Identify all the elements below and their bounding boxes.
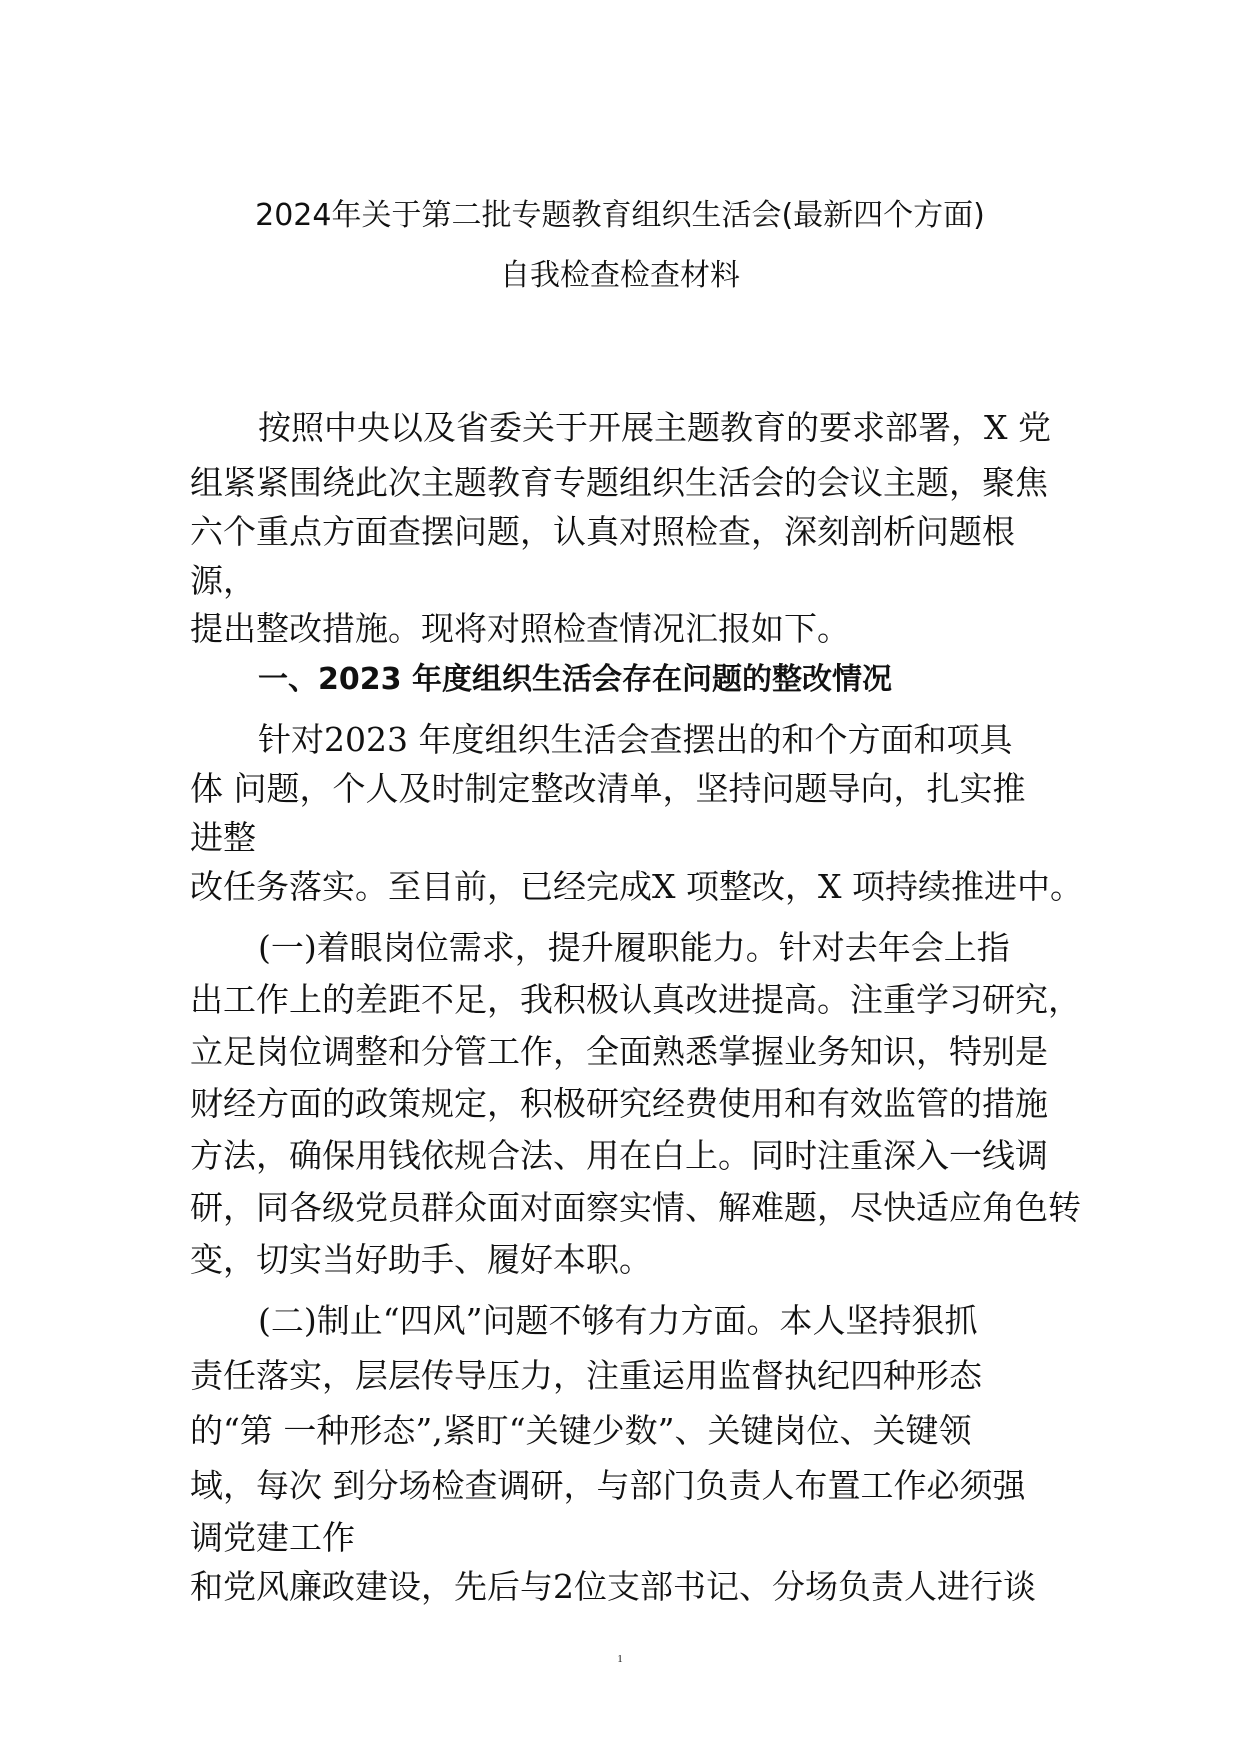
- item-line: 和党风廉政建设，先后与2位支部书记、分场负责人进行谈: [190, 1567, 1036, 1606]
- item-line: (一)着眼岗位需求，提升履职能力。针对去年会上指: [258, 928, 1010, 967]
- intro-line: 六个重点方面查摆问题，认真对照检查，深刻剖析问题根: [190, 512, 1015, 551]
- paragraph-line: 体 问题，个人及时制定整改清单，坚持问题导向，扎实推: [190, 769, 1026, 808]
- item-line: 出工作上的差距不足，我积极认真改进提高。注重学习研究，: [190, 980, 1081, 1019]
- section-heading: 一、2023 年度组织生活会存在问题的整改情况: [258, 662, 892, 697]
- item-line: 变，切实当好助手、履好本职。: [190, 1240, 652, 1279]
- page-number: 1: [617, 1653, 623, 1665]
- item-line: 立足岗位调整和分管工作，全面熟悉掌握业务知识，特别是: [190, 1032, 1048, 1071]
- item-line: (二)制止“四风”问题不够有力方面。本人坚持狠抓: [258, 1301, 978, 1340]
- item-line: 研，同各级党员群众面对面察实情、解难题，尽快适应角色转: [190, 1188, 1081, 1227]
- intro-line: 提出整改措施。现将对照检查情况汇报如下。: [190, 609, 850, 648]
- document-title-line-1: 2024年关于第二批专题教育组织生活会(最新四个方面): [255, 198, 985, 233]
- item-line: 的“第 一种形态”,紧盯“关键少数”、关键岗位、关键领: [190, 1411, 972, 1450]
- item-line: 责任落实，层层传导压力，注重运用监督执纪四种形态: [190, 1356, 982, 1395]
- intro-line: 按照中央以及省委关于开展主题教育的要求部署，X 党: [258, 408, 1051, 447]
- paragraph-line: 进整: [190, 818, 256, 857]
- intro-line: 源，: [190, 561, 256, 600]
- intro-line: 组紧紧围绕此次主题教育专题组织生活会的会议主题，聚焦: [190, 463, 1048, 502]
- item-line: 域，每次 到分场检查调研，与部门负责人布置工作必须强: [190, 1466, 1026, 1505]
- item-line: 调党建工作: [190, 1518, 355, 1557]
- item-line: 财经方面的政策规定，积极研究经费使用和有效监管的措施: [190, 1084, 1048, 1123]
- paragraph-line: 改任务落实。至目前，已经完成X 项整改，X 项持续推进中。: [190, 867, 1083, 906]
- paragraph-line: 针对2023 年度组织生活会查摆出的和个方面和项具: [258, 720, 1013, 759]
- document-title-line-2: 自我检查检查材料: [500, 258, 740, 293]
- item-line: 方法，确保用钱依规合法、用在白上。同时注重深入一线调: [190, 1136, 1048, 1175]
